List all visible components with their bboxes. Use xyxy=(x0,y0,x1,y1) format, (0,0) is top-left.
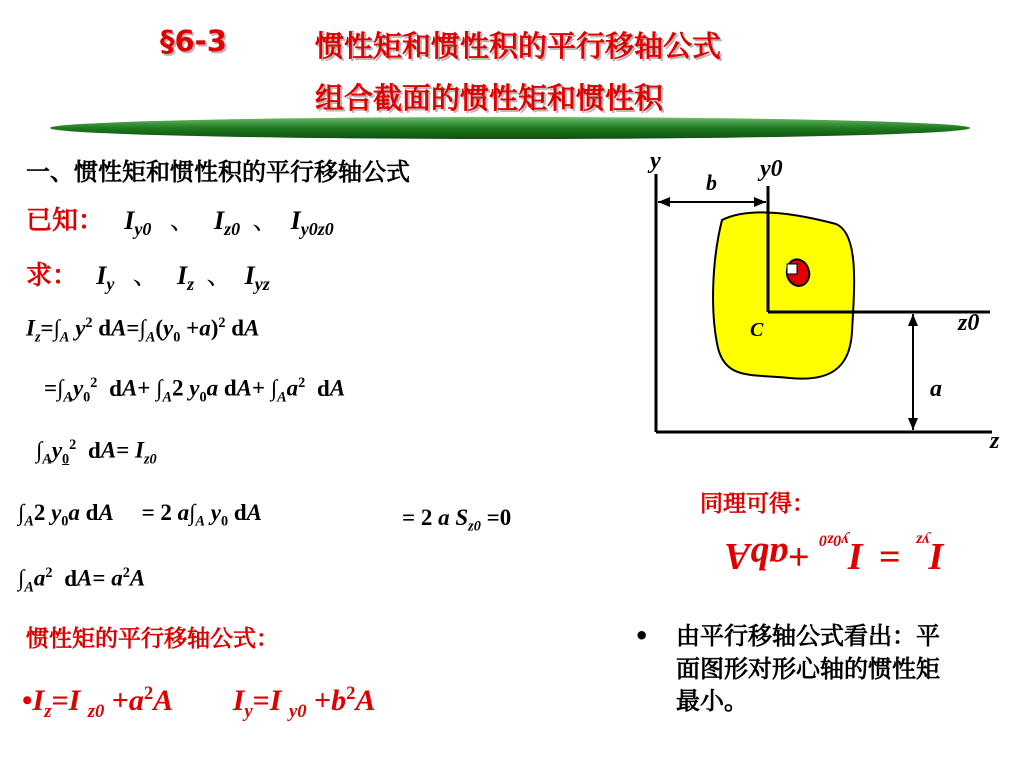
find-row: 求： $I_y$ 、 $I_z$ 、 $I_{yz}$ xyxy=(26,261,270,295)
cross-section-diagram xyxy=(640,142,1012,454)
b-arrow-left xyxy=(658,197,670,207)
a-arrow-top xyxy=(908,314,918,326)
given-label: 已知： xyxy=(26,206,105,236)
similarly-label: 同理可得： xyxy=(700,491,815,517)
b-arrow-right xyxy=(754,197,766,207)
label-y: y xyxy=(650,148,661,174)
label-C: C xyxy=(750,319,764,341)
given-row: 已知： $I_{y0}$ 、 $I_{z0}$ 、 $I_{y0z0}$ xyxy=(26,206,334,240)
label-z: z xyxy=(990,428,1000,454)
equation-iz-expansion: $I_z=\int_A$ $y^2$ $dA=\int_A(y_0 +a)^2$ dA xyxy=(26,315,260,346)
section-number: §6-3 xyxy=(160,24,227,58)
title-divider xyxy=(48,115,972,141)
flipped-product-of-inertia-formula: $I_{yz} = I_{y0z0} +abA$ xyxy=(724,531,944,577)
equation-term1: $\int_Ay_0^2$ $dA= I_{z0}$ xyxy=(36,437,157,468)
equation-expanded-terms: $=\int_Ay_0^2$ $dA+ \int_A2$ $y_0a$ $dA+ \int_Aa^2$ dA xyxy=(44,375,346,406)
conclusion-label: 惯性矩的平行移轴公式： xyxy=(26,626,279,652)
parallel-axis-formulas: $•I_z=I$ $_{z0} +a^2A$ $I_y=I$ $_{y0} +b^2A$ xyxy=(22,683,376,722)
note-text: 由平行移轴公式看出：平面图形对形心轴的惯性矩最小。 xyxy=(676,622,940,716)
label-a: a xyxy=(930,376,942,402)
a-arrow-bottom xyxy=(908,418,918,430)
label-z0: z0 xyxy=(958,310,980,336)
area-element-marker xyxy=(787,264,797,274)
section-shape xyxy=(713,212,854,378)
label-b: b xyxy=(706,170,717,195)
title-line-2: 组合截面的惯性矩和惯性积 xyxy=(315,81,664,115)
section-heading: 一、惯性矩和惯性积的平行移轴公式 xyxy=(26,158,410,186)
note-bullet: • xyxy=(634,622,650,650)
find-label: 求： xyxy=(26,261,79,291)
equation-term3: $\int_Aa^2$ $dA= a^2A$ xyxy=(18,565,146,596)
equation-term2: $\int_A2$ $y_0a$ dA = 2 $a\int_A$ $y_0$ dA xyxy=(18,500,262,530)
title-line-1: 惯性矩和惯性积的平行移轴公式 xyxy=(315,29,722,63)
label-y0: y0 xyxy=(760,156,783,182)
equation-term2-result: = 2 a $S_{z0} =0$ xyxy=(402,505,512,535)
symbol-I: I xyxy=(124,206,135,235)
